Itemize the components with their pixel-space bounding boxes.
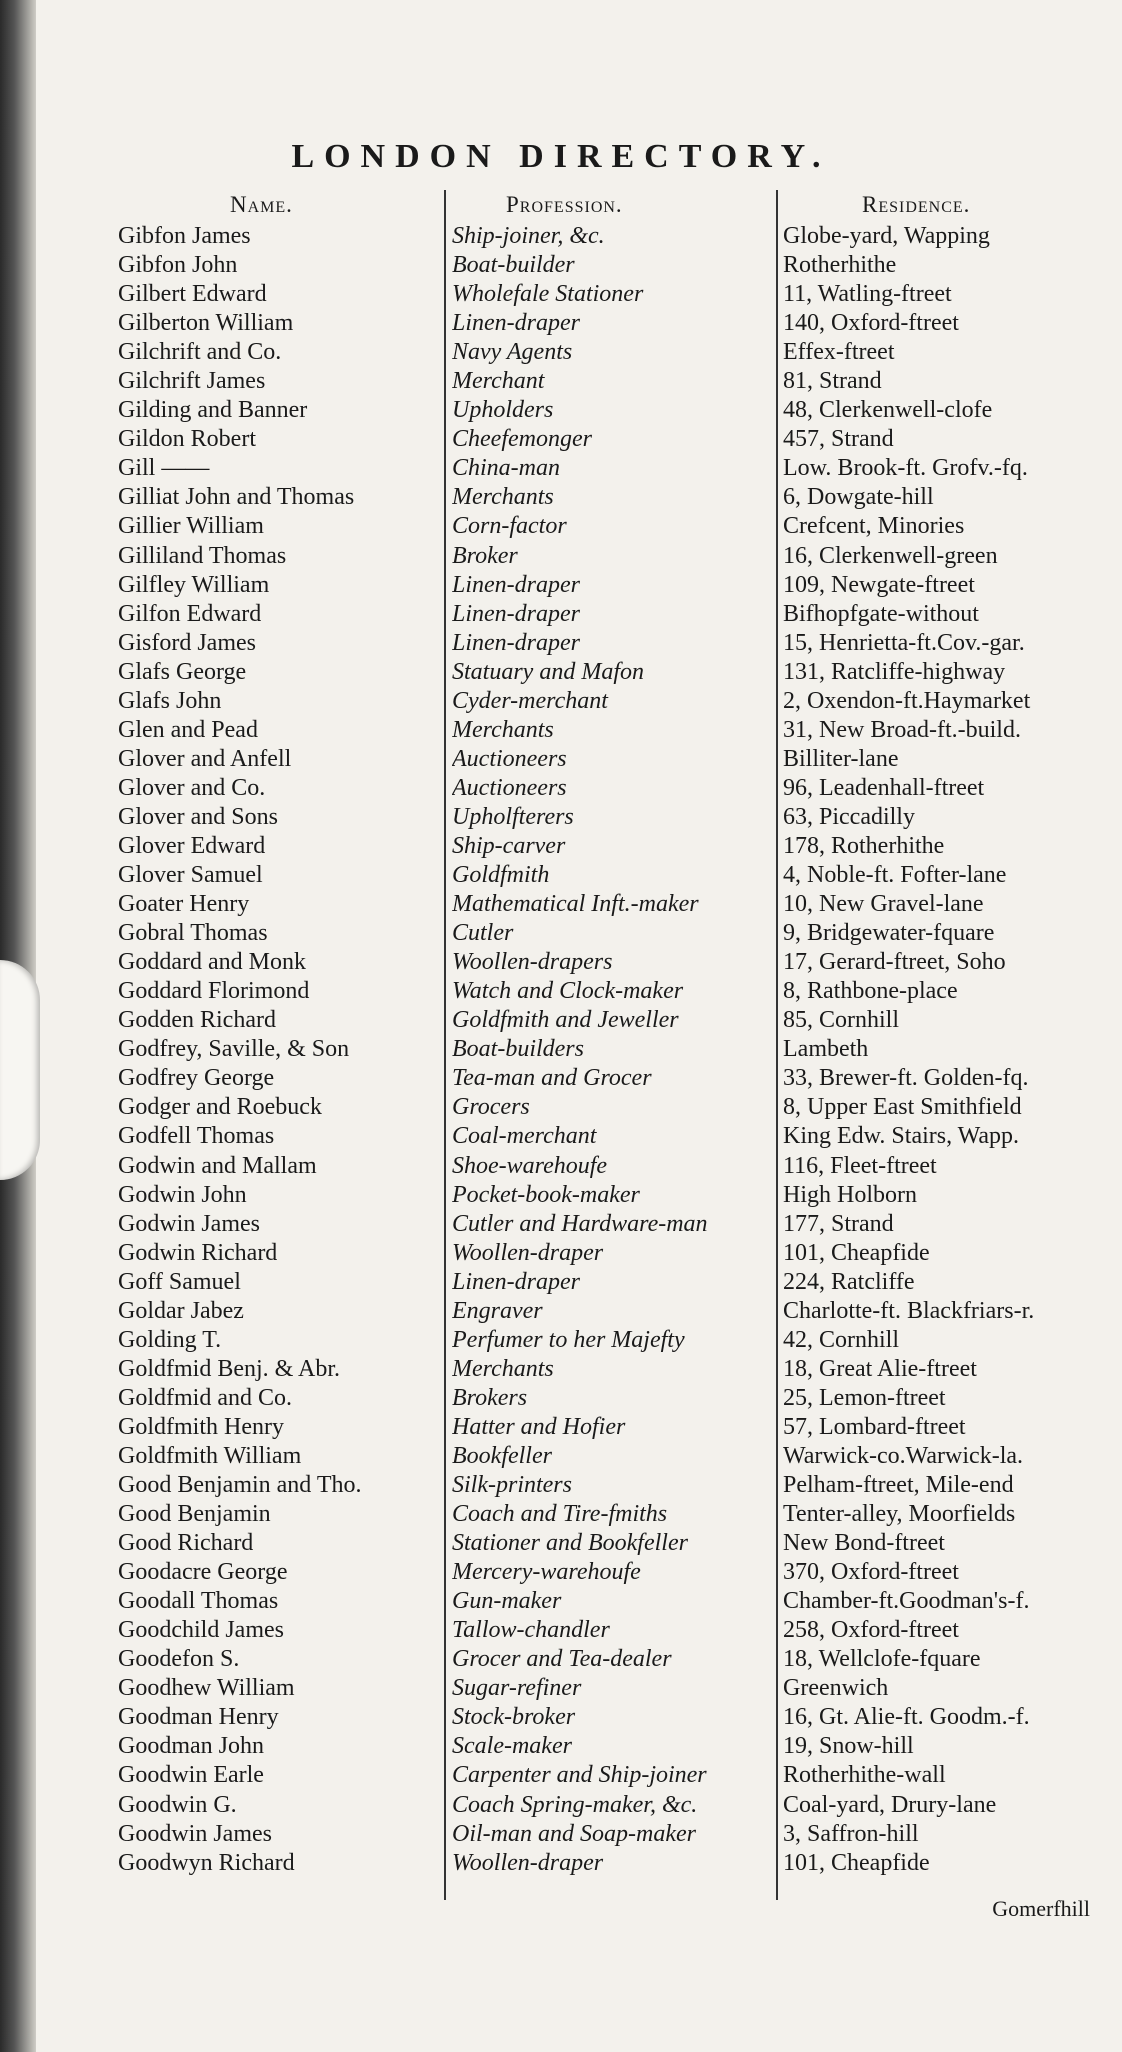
directory-row (0, 948, 1122, 977)
directory-row (0, 716, 1122, 745)
entry-profession: Cutler and Hardware-man (452, 1210, 708, 1237)
entry-name: Glover and Sons (118, 803, 278, 830)
entry-residence: 6, Dowgate-hill (783, 484, 934, 511)
entry-name: Glover Edward (118, 832, 266, 859)
entry-residence: 63, Piccadilly (783, 803, 915, 830)
directory-row (0, 1239, 1122, 1268)
entry-profession: Auctioneers (452, 774, 567, 801)
entry-profession: Goldfmith and Jeweller (452, 1007, 679, 1034)
entry-profession: Engraver (452, 1297, 543, 1324)
entry-residence: Tenter-alley, Moorfields (783, 1501, 1016, 1528)
entry-residence: 131, Ratcliffe-highway (783, 658, 1006, 685)
directory-row (0, 1791, 1122, 1820)
directory-row (0, 1093, 1122, 1122)
entry-profession: Ship-carver (452, 832, 566, 859)
directory-row (0, 1122, 1122, 1151)
directory-row (0, 1064, 1122, 1093)
entry-residence: 8, Rathbone-place (783, 978, 958, 1005)
entry-residence: 85, Cornhill (783, 1007, 900, 1034)
directory-row (0, 1355, 1122, 1384)
entry-profession: Tallow-chandler (452, 1617, 610, 1644)
entry-name: Godfrey, Saville, & Son (118, 1036, 350, 1063)
entry-profession: Upholfterers (452, 803, 574, 830)
entry-name: Godger and Roebuck (118, 1094, 322, 1121)
directory-row (0, 483, 1122, 512)
entry-name: Godfell Thomas (118, 1123, 275, 1150)
directory-row (0, 1645, 1122, 1674)
entry-residence: Rotherhithe (783, 252, 897, 279)
directory-row (0, 687, 1122, 716)
entry-profession: Pocket-book-maker (452, 1181, 640, 1208)
entry-profession: Linen-draper (452, 600, 580, 627)
entry-residence: 96, Leadenhall-ftreet (783, 774, 985, 801)
entry-profession: Coal-merchant (452, 1123, 597, 1150)
directory-row (0, 1471, 1122, 1500)
entry-residence: 101, Cheapfide (783, 1239, 930, 1266)
entry-profession: Gun-maker (452, 1588, 562, 1615)
entry-residence: 457, Strand (783, 426, 894, 453)
directory-row (0, 1849, 1122, 1878)
entry-name: Good Benjamin and Tho. (118, 1472, 362, 1499)
entry-profession: Ship-joiner, &c. (452, 223, 605, 249)
entry-residence: Rotherhithe-wall (783, 1762, 946, 1789)
entry-profession: Statuary and Mafon (452, 658, 644, 685)
entry-name: Goldfmith Henry (118, 1413, 284, 1440)
entry-profession: Mathematical Inft.-maker (452, 891, 699, 918)
entry-profession: Coach Spring-maker, &c. (452, 1791, 698, 1818)
entry-profession: Auctioneers (452, 745, 567, 772)
entry-residence: Lambeth (783, 1036, 869, 1063)
entry-residence: Effex-ftreet (783, 339, 895, 366)
entry-profession: Upholders (452, 397, 554, 424)
entry-residence: 19, Snow-hill (783, 1733, 914, 1760)
directory-row (0, 1442, 1122, 1471)
directory-row (0, 1006, 1122, 1035)
entry-profession: Merchants (452, 484, 554, 511)
entry-profession: Grocers (452, 1094, 530, 1121)
entry-residence: Charlotte-ft. Blackfriars-r. (783, 1297, 1035, 1324)
entry-residence: Warwick-co.Warwick-la. (783, 1442, 1024, 1469)
directory-row (0, 1384, 1122, 1413)
entry-name: Gillier William (118, 513, 264, 540)
entry-profession: Shoe-warehoufe (452, 1152, 608, 1179)
directory-row (0, 1181, 1122, 1210)
entry-residence: Chamber-ft.Goodman's-f. (783, 1588, 1030, 1615)
entry-residence: 8, Upper East Smithfield (783, 1094, 1022, 1121)
entry-profession: Brokers (452, 1384, 528, 1411)
directory-row (0, 600, 1122, 629)
entry-profession: Cyder-merchant (452, 687, 608, 714)
entry-name: Goater Henry (118, 891, 250, 918)
directory-row (0, 1587, 1122, 1616)
entry-name: Gilliat John and Thomas (118, 484, 355, 511)
directory-row (0, 977, 1122, 1006)
entry-residence: 140, Oxford-ftreet (783, 310, 959, 337)
directory-row (0, 1413, 1122, 1442)
entry-name: Goff Samuel (118, 1268, 241, 1295)
entry-residence: 16, Clerkenwell-green (783, 542, 998, 569)
entry-name: Golding T. (118, 1326, 222, 1353)
entry-name: Goodwin James (118, 1820, 272, 1847)
entry-name: Goldfmith William (118, 1442, 302, 1469)
entry-profession: Silk-printers (452, 1472, 572, 1499)
directory-row (0, 367, 1122, 396)
entry-profession: Stock-broker (452, 1704, 576, 1731)
entry-name: Gill —— (118, 455, 210, 482)
entry-residence: 11, Watling-ftreet (783, 281, 952, 308)
entry-name: Godfrey George (118, 1065, 275, 1092)
directory-row (0, 1297, 1122, 1326)
entry-residence: 116, Fleet-ftreet (783, 1152, 937, 1179)
directory-row (0, 1761, 1122, 1790)
entry-name: Gilliland Thomas (118, 542, 287, 569)
directory-row (0, 832, 1122, 861)
entry-profession: Linen-draper (452, 629, 580, 656)
directory-row (0, 454, 1122, 483)
entry-profession: Linen-draper (452, 1268, 580, 1295)
entry-residence: 57, Lombard-ftreet (783, 1413, 966, 1440)
entry-name: Glafs John (118, 687, 222, 714)
directory-row (0, 280, 1122, 309)
entry-profession: Stationer and Bookfeller (452, 1530, 688, 1557)
entry-name: Gilfley William (118, 571, 270, 598)
entry-residence: 101, Cheapfide (783, 1849, 930, 1876)
entry-profession: Boat-builders (452, 1036, 584, 1063)
directory-row (0, 1268, 1122, 1297)
entry-profession: Broker (452, 542, 518, 569)
entry-profession: Woollen-draper (452, 1849, 604, 1876)
entry-residence: Globe-yard, Wapping (783, 223, 990, 249)
directory-row (0, 745, 1122, 774)
entry-profession: Oil-man and Soap-maker (452, 1820, 696, 1847)
entry-name: Goddard and Monk (118, 949, 306, 976)
directory-row (0, 1703, 1122, 1732)
entry-profession: Mercery-warehoufe (452, 1559, 641, 1586)
entry-residence: 18, Great Alie-ftreet (783, 1355, 977, 1382)
header-name: Name. (230, 192, 293, 217)
header-profession: Profession. (506, 192, 623, 217)
entry-profession: Merchants (452, 716, 554, 743)
entry-residence: 177, Strand (783, 1210, 894, 1237)
entry-name: Gibfon John (118, 252, 238, 279)
entry-name: Goodacre George (118, 1559, 288, 1586)
entry-profession: Hatter and Hofier (452, 1413, 626, 1440)
entry-profession: Merchants (452, 1355, 554, 1382)
entry-residence: Pelham-ftreet, Mile-end (783, 1472, 1014, 1499)
entry-profession: Coach and Tire-fmiths (452, 1501, 668, 1528)
entry-profession: Navy Agents (452, 339, 573, 366)
entry-name: Godwin John (118, 1181, 247, 1208)
entry-name: Goodhew William (118, 1675, 295, 1702)
header-residence: Residence. (862, 192, 971, 217)
entry-residence: High Holborn (783, 1181, 917, 1208)
entry-name: Gilchrift and Co. (118, 339, 282, 366)
entry-name: Gisford James (118, 629, 256, 656)
directory-entries (0, 222, 1122, 1878)
entry-residence: 25, Lemon-ftreet (783, 1384, 946, 1411)
entry-name: Glover and Anfell (118, 745, 292, 772)
page-title: LONDON DIRECTORY. (291, 138, 831, 175)
directory-row (0, 1500, 1122, 1529)
directory-row (0, 1820, 1122, 1849)
entry-name: Gilfon Edward (118, 600, 262, 627)
entry-residence: 3, Saffron-hill (783, 1820, 919, 1847)
entry-name: Goodman Henry (118, 1704, 279, 1731)
directory-row (0, 629, 1122, 658)
directory-row (0, 542, 1122, 571)
directory-row (0, 1732, 1122, 1761)
entry-residence: 258, Oxford-ftreet (783, 1617, 959, 1644)
entry-residence: 10, New Gravel-lane (783, 891, 984, 918)
entry-residence: 31, New Broad-ft.-build. (783, 716, 1021, 743)
entry-residence: Coal-yard, Drury-lane (783, 1791, 997, 1818)
entry-profession: Grocer and Tea-dealer (452, 1646, 672, 1673)
entry-residence: 9, Bridgewater-fquare (783, 920, 995, 947)
entry-profession: Tea-man and Grocer (452, 1065, 652, 1092)
entry-profession: Boat-builder (452, 252, 575, 279)
entry-profession: Linen-draper (452, 571, 580, 598)
entry-name: Goodman John (118, 1733, 264, 1760)
entry-residence: 42, Cornhill (783, 1326, 900, 1353)
entry-profession: Woollen-drapers (452, 949, 613, 976)
entry-residence: 370, Oxford-ftreet (783, 1559, 959, 1586)
entry-name: Glen and Pead (118, 716, 258, 743)
entry-name: Gildon Robert (118, 426, 256, 453)
entry-name: Gilbert Edward (118, 281, 267, 308)
entry-name: Goodchild James (118, 1617, 284, 1644)
entry-residence: 81, Strand (783, 368, 882, 395)
entry-residence: 18, Wellclofe-fquare (783, 1646, 981, 1673)
entry-residence: Billiter-lane (783, 745, 899, 772)
entry-residence: 16, Gt. Alie-ft. Goodm.-f. (783, 1704, 1030, 1731)
entry-name: Goldfmid and Co. (118, 1384, 292, 1411)
directory-row (0, 658, 1122, 687)
entry-name: Godwin James (118, 1210, 260, 1237)
directory-row (0, 1529, 1122, 1558)
directory-row (0, 803, 1122, 832)
entry-name: Goddard Florimond (118, 978, 310, 1005)
entry-profession: Goldfmith (452, 862, 550, 889)
entry-residence: Greenwich (783, 1675, 889, 1702)
entry-profession: Watch and Clock-maker (452, 978, 684, 1005)
entry-residence: New Bond-ftreet (783, 1530, 945, 1557)
entry-name: Good Benjamin (118, 1501, 271, 1528)
entry-residence: Bifhopfgate-without (783, 600, 979, 627)
entry-profession: China-man (452, 455, 560, 482)
entry-name: Goldar Jabez (118, 1297, 244, 1324)
entry-profession: Merchant (452, 368, 545, 395)
entry-name: Gilberton William (118, 310, 294, 337)
entry-name: Gilchrift James (118, 368, 266, 395)
directory-row (0, 1035, 1122, 1064)
entry-residence: 15, Henrietta-ft.Cov.-gar. (783, 629, 1025, 656)
entry-profession: Bookfeller (452, 1442, 552, 1469)
directory-row (0, 309, 1122, 338)
entry-residence: King Edw. Stairs, Wapp. (783, 1123, 1020, 1150)
entry-name: Glafs George (118, 658, 247, 685)
entry-name: Glover Samuel (118, 862, 263, 889)
entry-residence: 4, Noble-ft. Fofter-lane (783, 862, 1007, 889)
entry-name: Gobral Thomas (118, 920, 268, 947)
entry-profession: Sugar-refiner (452, 1675, 582, 1702)
entry-residence: 109, Newgate-ftreet (783, 571, 975, 598)
directory-row (0, 1326, 1122, 1355)
directory-row (0, 222, 1122, 251)
entry-residence: Crefcent, Minories (783, 513, 965, 540)
entry-residence: 224, Ratcliffe (783, 1268, 915, 1295)
entry-name: Goldfmid Benj. & Abr. (118, 1355, 340, 1382)
entry-profession: Linen-draper (452, 310, 580, 337)
directory-row (0, 1210, 1122, 1239)
entry-residence: 48, Clerkenwell-clofe (783, 397, 993, 424)
entry-profession: Perfumer to her Majefty (452, 1326, 685, 1353)
entry-name: Goodwin Earle (118, 1762, 264, 1789)
directory-row (0, 890, 1122, 919)
entry-name: Good Richard (118, 1530, 254, 1557)
entry-name: Gibfon James (118, 223, 251, 249)
directory-row (0, 1152, 1122, 1181)
entry-profession: Carpenter and Ship-joiner (452, 1762, 707, 1789)
directory-row (0, 571, 1122, 600)
directory-row (0, 1616, 1122, 1645)
entry-profession: Scale-maker (452, 1733, 572, 1760)
entry-name: Glover and Co. (118, 774, 266, 801)
directory-row (0, 1558, 1122, 1587)
entry-profession: Cheefemonger (452, 426, 592, 453)
directory-row (0, 861, 1122, 890)
entry-name: Godden Richard (118, 1007, 276, 1034)
directory-row (0, 774, 1122, 803)
entry-residence: 33, Brewer-ft. Golden-fq. (783, 1065, 1029, 1092)
entry-name: Goodefon S. (118, 1646, 240, 1673)
entry-profession: Woollen-draper (452, 1239, 604, 1266)
entry-name: Gilding and Banner (118, 397, 308, 424)
directory-row (0, 1674, 1122, 1703)
directory-row (0, 512, 1122, 541)
entry-profession: Cutler (452, 920, 514, 947)
directory-row (0, 338, 1122, 367)
directory-row (0, 919, 1122, 948)
entry-residence: Low. Brook-ft. Grofv.-fq. (783, 455, 1028, 482)
entry-name: Goodall Thomas (118, 1588, 279, 1615)
directory-row (0, 396, 1122, 425)
entry-profession: Wholefale Stationer (452, 281, 644, 308)
entry-profession: Corn-factor (452, 513, 567, 540)
directory-row (0, 425, 1122, 454)
entry-residence: 17, Gerard-ftreet, Soho (783, 949, 1006, 976)
directory-row (0, 251, 1122, 280)
entry-residence: 2, Oxendon-ft.Haymarket (783, 687, 1031, 714)
entry-name: Godwin and Mallam (118, 1152, 317, 1179)
entry-name: Godwin Richard (118, 1239, 278, 1266)
entry-name: Goodwin G. (118, 1791, 237, 1818)
catchword: Gomerfhill (992, 1896, 1090, 1921)
entry-name: Goodwyn Richard (118, 1849, 295, 1876)
entry-residence: 178, Rotherhithe (783, 832, 945, 859)
